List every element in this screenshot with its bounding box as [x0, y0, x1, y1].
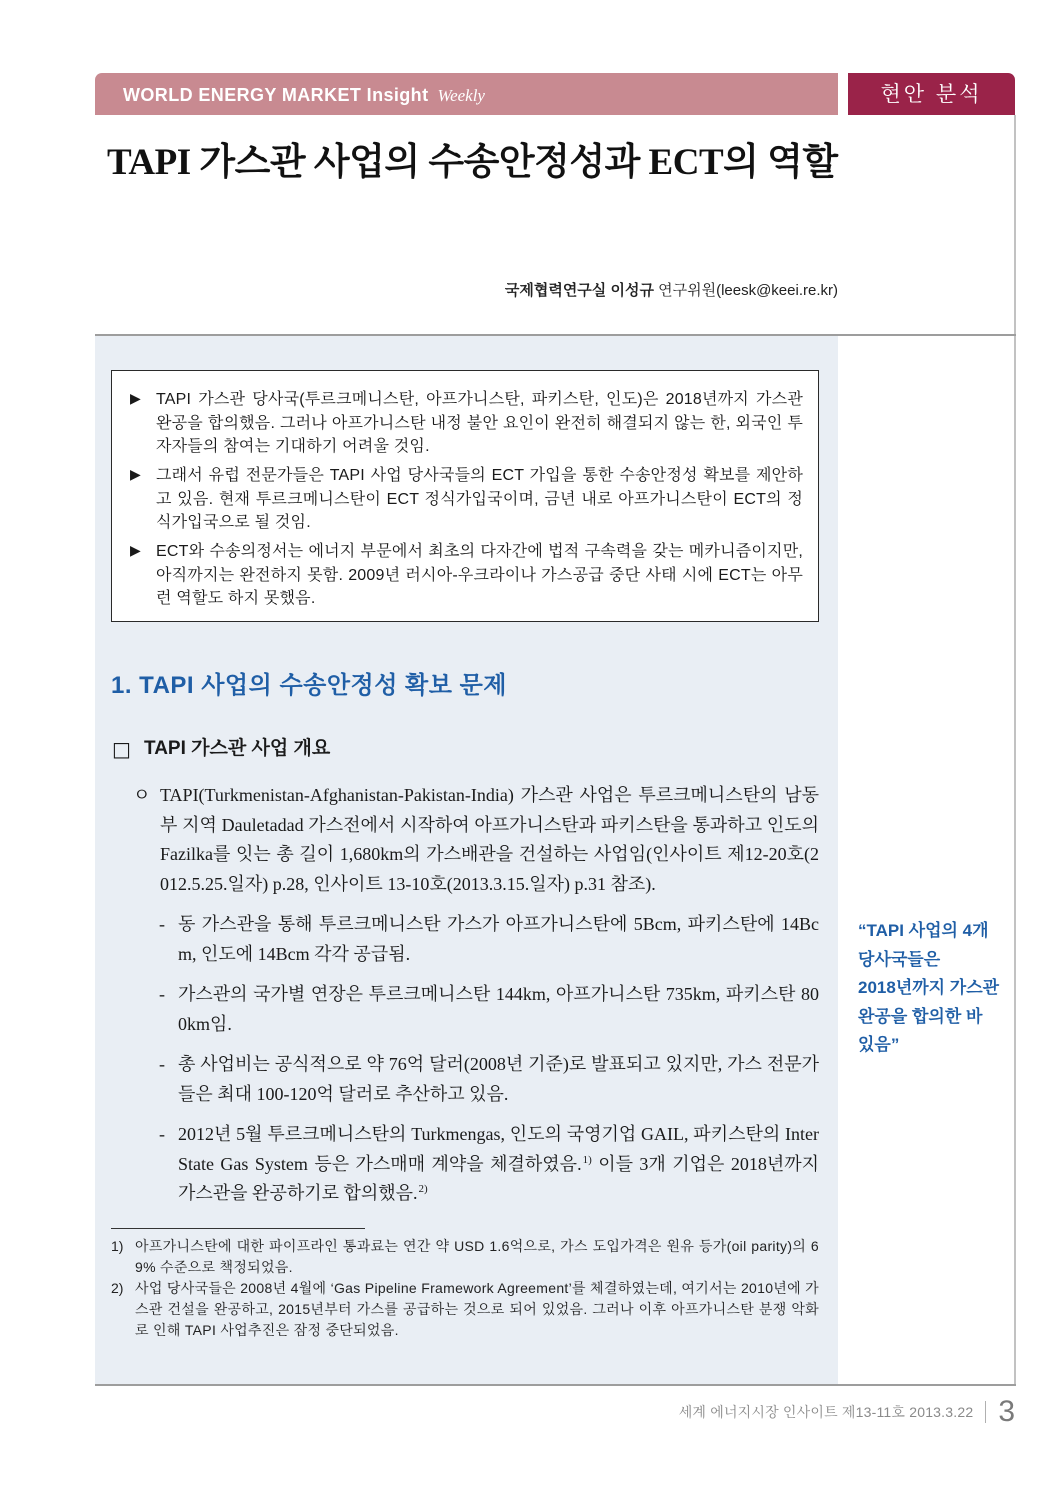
- footnote-number: 2): [111, 1279, 124, 1296]
- dash-bullet: -: [159, 1124, 165, 1144]
- dash-bullet: -: [159, 1054, 165, 1074]
- article-title: TAPI 가스관 사업의 수송안정성과 ECT의 역할: [107, 142, 838, 183]
- dash-item-text-part: 2012년 5월 투르크메니스탄의 Turkmengas, 인도의 국영기업 GAIL, 파키스탄의 Inter State Gas System 등은 가스매매 계약을 체결하였음.: [178, 1124, 819, 1174]
- dash-item-text: 가스관의 국가별 연장은 투르크메니스탄 144km, 아프가니스탄 735km, 파키스탄 800km임.: [178, 984, 819, 1034]
- dash-list: [111, 910, 819, 1209]
- footnotes: [111, 1236, 819, 1341]
- footnote: [111, 1236, 819, 1278]
- circle-bullet-icon: ㅇ: [133, 785, 151, 805]
- dash-item-text: 동 가스관을 통해 투르크메니스탄 가스가 아프가니스탄에 5Bcm, 파키스탄에 14Bcm, 인도에 14Bcm 각각 공급됨.: [178, 914, 819, 964]
- footer-publication: 세계 에너지시장 인사이트 제13-11호 2013.3.22: [678, 1404, 974, 1420]
- footnote-text: 사업 당사국들은 2008년 4월에 ‘Gas Pipeline Framework Agreement’를 체결하였는데, 여기서는 2010년에 가스관 건설을 완공하고, 2015년부터 가스를 공급하는 것으로 되어 있었음. 그러나 이후 아프가니스탄 분쟁 악화로 인해 TAPI 사업추진은 잠정 중단되었음.: [135, 1279, 819, 1338]
- publication-brand: WORLD ENERGY MARKET Insight: [123, 85, 429, 105]
- triangle-bullet-icon: ▶: [130, 391, 141, 407]
- dash-bullet: -: [159, 984, 165, 1004]
- sidebar-pull-quote: “TAPI 사업의 4개 당사국들은 2018년까지 가스관 완공을 합의한 바 있음”: [858, 921, 1000, 1054]
- dash-list-item: [111, 1050, 819, 1109]
- dash-list-item: [111, 980, 819, 1039]
- summary-item-text: ECT와 수송의정서는 에너지 부문에서 최초의 다자간에 법적 구속력을 갖는 메카니즘이지만, 아직까지는 완전하지 못함. 2009년 러시아-우크라이나 가스공급 중단 사태 시에 ECT는 아무런 역할도 하지 못했음.: [156, 543, 803, 607]
- footnote-ref: 1): [582, 1153, 592, 1166]
- summary-box: [111, 370, 819, 622]
- publication-header-bar: [95, 73, 838, 115]
- body-paragraph-text: TAPI(Turkmenistan-Afghanistan-Pakistan-India) 가스관 사업은 투르크메니스탄의 남동부 지역 Dauletadad 가스전에서 시작하여 아프가니스탄과 파키스탄을 통과하고 인도의 Fazilka를 잇는 총 길이 1,680km의 가스배관을 건설하는 사업임(인사이트 제12-20호(2012.5.25.일자) p.28, 인사이트 13-10호(2013.3.15.일자) p.31 참조).: [160, 785, 819, 894]
- section-tab: 현안 분석: [848, 73, 1015, 115]
- summary-item-text: TAPI 가스관 당사국(투르크메니스탄, 아프가니스탄, 파키스탄, 인도)은 2018년까지 가스관 완공을 합의했음. 그러나 아프가니스탄 내정 불안 요인이 완전히 해결되지 않는 한, 외국인 투자자들의 참여는 기대하기 어려울 것임.: [156, 391, 803, 455]
- body-paragraph: [111, 781, 819, 899]
- right-margin-rule: [1014, 115, 1016, 1386]
- footnote-text: 아프가니스탄에 대한 파이프라인 통과료는 연간 약 USD 1.6억으로, 가스 도입가격은 원유 등가(oil parity)의 69% 수준으로 책정되었음.: [135, 1237, 819, 1275]
- subsection-heading-text: TAPI 가스관 사업 개요: [144, 738, 331, 759]
- footnote-number: 1): [111, 1237, 124, 1254]
- square-bullet-icon: □: [112, 737, 131, 761]
- bottom-divider: [95, 1384, 1016, 1386]
- triangle-bullet-icon: ▶: [130, 543, 141, 559]
- dash-list-item: [111, 910, 819, 969]
- dash-bullet: -: [159, 914, 165, 934]
- section-heading: 1. TAPI 사업의 수송안정성 확보 문제: [111, 672, 507, 699]
- author-line: [505, 280, 838, 302]
- summary-item: [130, 464, 803, 535]
- summary-item: [130, 388, 803, 459]
- page-footer: [679, 1395, 1015, 1429]
- dash-item-text-part: 이들 3개 기업은 2018년까지 가스관을 완공하기로 합의했음.: [178, 1153, 820, 1203]
- page-number: 3: [998, 1395, 1015, 1428]
- subsection-heading: [111, 736, 819, 762]
- dash-list-item: [111, 1120, 819, 1209]
- footer-separator: [985, 1401, 986, 1423]
- footnote-separator: [111, 1228, 365, 1229]
- summary-item-text: 그래서 유럽 전문가들은 TAPI 사업 당사국들의 ECT 가입을 통한 수송안정성 확보를 제안하고 있음. 현재 투르크메니스탄이 ECT 정식가입국이며, 금년 내로 아프가니스탄이 ECT의 정식가입국으로 될 것임.: [156, 467, 803, 531]
- author-name: 국제협력연구실 이성규: [504, 282, 654, 299]
- dash-item-text: 총 사업비는 공식적으로 약 76억 달러(2008년 기준)로 발표되고 있지만, 가스 전문가들은 최대 100-120억 달러로 추산하고 있음.: [178, 1054, 819, 1104]
- main-content-panel: [95, 336, 838, 1384]
- footnote-ref: 2): [418, 1183, 428, 1195]
- dash-item-text: [178, 1120, 819, 1209]
- main-content: [111, 336, 819, 1341]
- author-position-email: 연구위원(leesk@keei.re.kr): [658, 282, 838, 299]
- footnote: [111, 1278, 819, 1341]
- publication-brand-suffix: Weekly: [437, 86, 485, 105]
- triangle-bullet-icon: ▶: [130, 467, 141, 483]
- summary-item: [130, 540, 803, 611]
